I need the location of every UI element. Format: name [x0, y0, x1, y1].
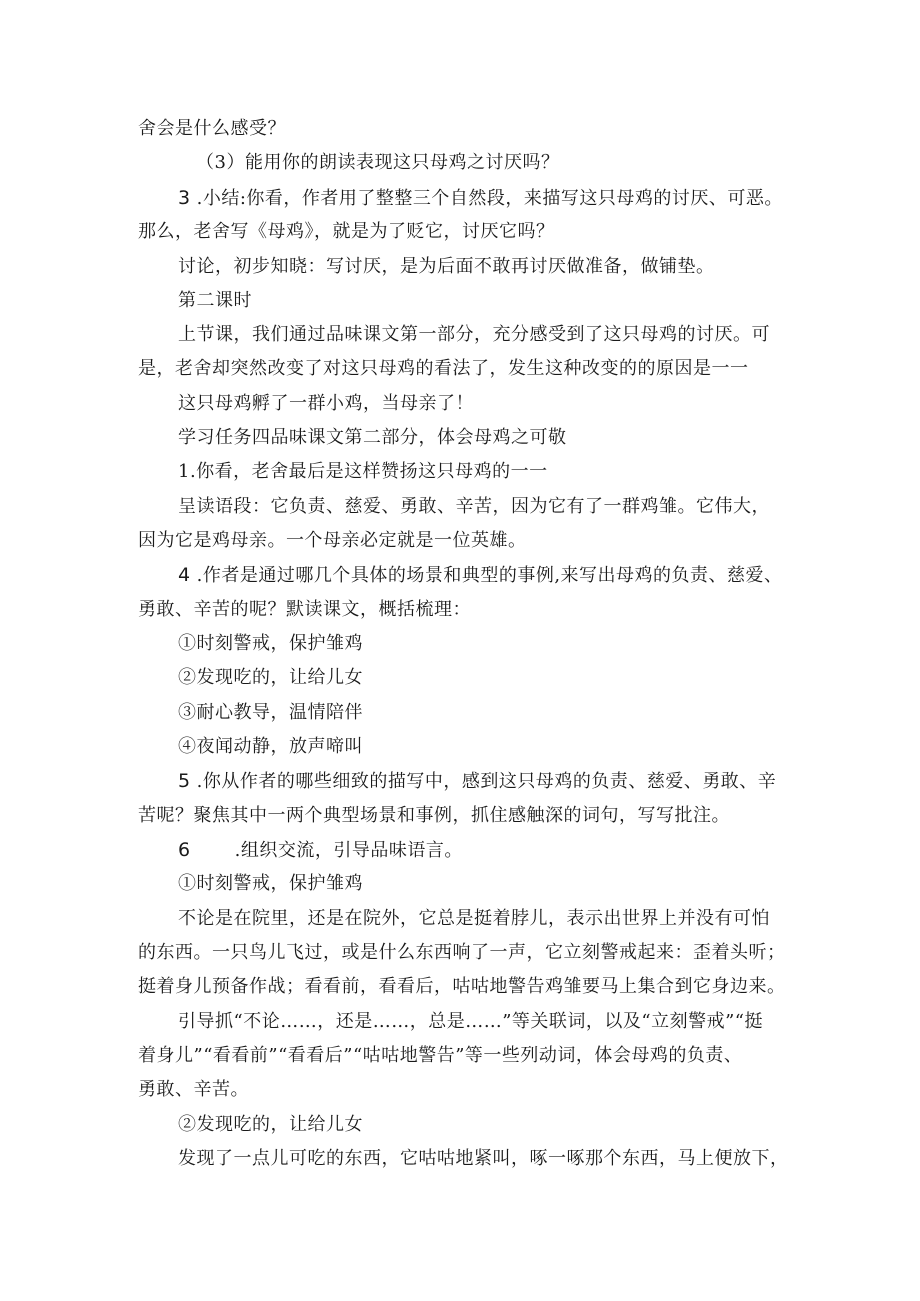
quote-line: 挺着身儿预备作战；看看前，看看后，咕咕地警告鸡雏要马上集合到它身边来。 — [138, 976, 786, 997]
item-text: .你从作者的哪些细致的描写中，感到这只母鸡的负责、慈爱、勇敢、辛 — [196, 771, 777, 792]
quote-line: 发现了一点儿可吃的东西，它咕咕地紧叫，啄一啄那个东西，马上便放下， — [178, 1148, 789, 1169]
item-number: 5 — [178, 770, 191, 792]
paragraph-line — [178, 770, 838, 793]
paragraph-line: 着身儿”“看看前”“看看后”“咕咕地警告”等一些列动词，体会母鸡的负责、 — [138, 1045, 743, 1066]
paragraph-line: 讨论，初步知晓：写讨厌，是为后面不敢再讨厌做准备，做铺垫。 — [178, 256, 715, 277]
quote-line: 的东西。一只鸟儿飞过，或是什么东西响了一声，它立刻警戒起来：歪着头听； — [138, 942, 786, 963]
list-item: ④夜闻动静，放声啼叫 — [178, 736, 363, 757]
item-number: 4 — [178, 564, 191, 586]
item-text: .作者是通过哪几个具体的场景和典型的事例,来写出母鸡的负责、慈爱、 — [196, 565, 783, 586]
list-item: ①时刻警戒，保护雏鸡 — [178, 873, 363, 894]
paragraph-line: 1.你看，老舍最后是这样赞扬这只母鸡的一一 — [178, 461, 548, 482]
paragraph-line: 因为它是鸡母亲。一个母亲必定就是一位英雄。 — [138, 530, 527, 551]
paragraph-line — [178, 564, 838, 587]
question-line: （3）能用你的朗读表现这只母鸡之讨厌吗？ — [196, 152, 560, 173]
paragraph-line — [178, 839, 838, 862]
paragraph-line: 勇敢、辛苦。 — [138, 1079, 249, 1100]
list-item: ①时刻警戒，保护雏鸡 — [178, 633, 363, 654]
paragraph-line: 那么，老舍写《母鸡》，就是为了贬它，讨厌它吗？ — [138, 221, 555, 242]
paragraph-line: 舍会是什么感受？ — [138, 118, 286, 139]
list-item: ②发现吃的，让给儿女 — [178, 1114, 363, 1135]
item-number: 6 — [178, 839, 191, 861]
paragraph-line: 呈读语段：它负责、慈爱、勇敢、辛苦，因为它有了一群鸡雏。它伟大， — [178, 496, 770, 517]
list-item: ②发现吃的，让给儿女 — [178, 667, 363, 688]
paragraph-line — [178, 187, 838, 210]
quote-line: 不论是在院里，还是在院外，它总是挺着脖儿，表示出世界上并没有可怕 — [178, 908, 770, 929]
paragraph-line: 勇敢、辛苦的呢？默读课文，概括梳理： — [138, 599, 471, 620]
section-heading: 第二课时 — [178, 290, 252, 311]
item-number: 3 — [178, 187, 191, 209]
item-text: .组织交流，引导品味语言。 — [234, 840, 463, 861]
item-text: .小结:你看，作者用了整整三个自然段，来描写这只母鸡的讨厌、可恶。 — [196, 188, 783, 209]
list-item: ③耐心教导，温情陪伴 — [178, 702, 363, 723]
task-heading: 学习任务四品味课文第二部分，体会母鸡之可敬 — [178, 427, 567, 448]
paragraph-line: 苦呢？聚焦其中一两个典型场景和事例，抓住感触深的词句，写写批注。 — [138, 805, 730, 826]
paragraph-line: 引导抓“不论……，还是……，总是……”等关联词，以及“立刻警戒”“挺 — [178, 1011, 764, 1032]
paragraph-line: 这只母鸡孵了一群小鸡，当母亲了！ — [178, 393, 474, 414]
paragraph-line: 是，老舍却突然改变了对这只母鸡的看法了，发生这种改变的的原因是一一 — [138, 358, 749, 379]
paragraph-line: 上节课，我们通过品味课文第一部分，充分感受到了这只母鸡的讨厌。可 — [178, 324, 770, 345]
